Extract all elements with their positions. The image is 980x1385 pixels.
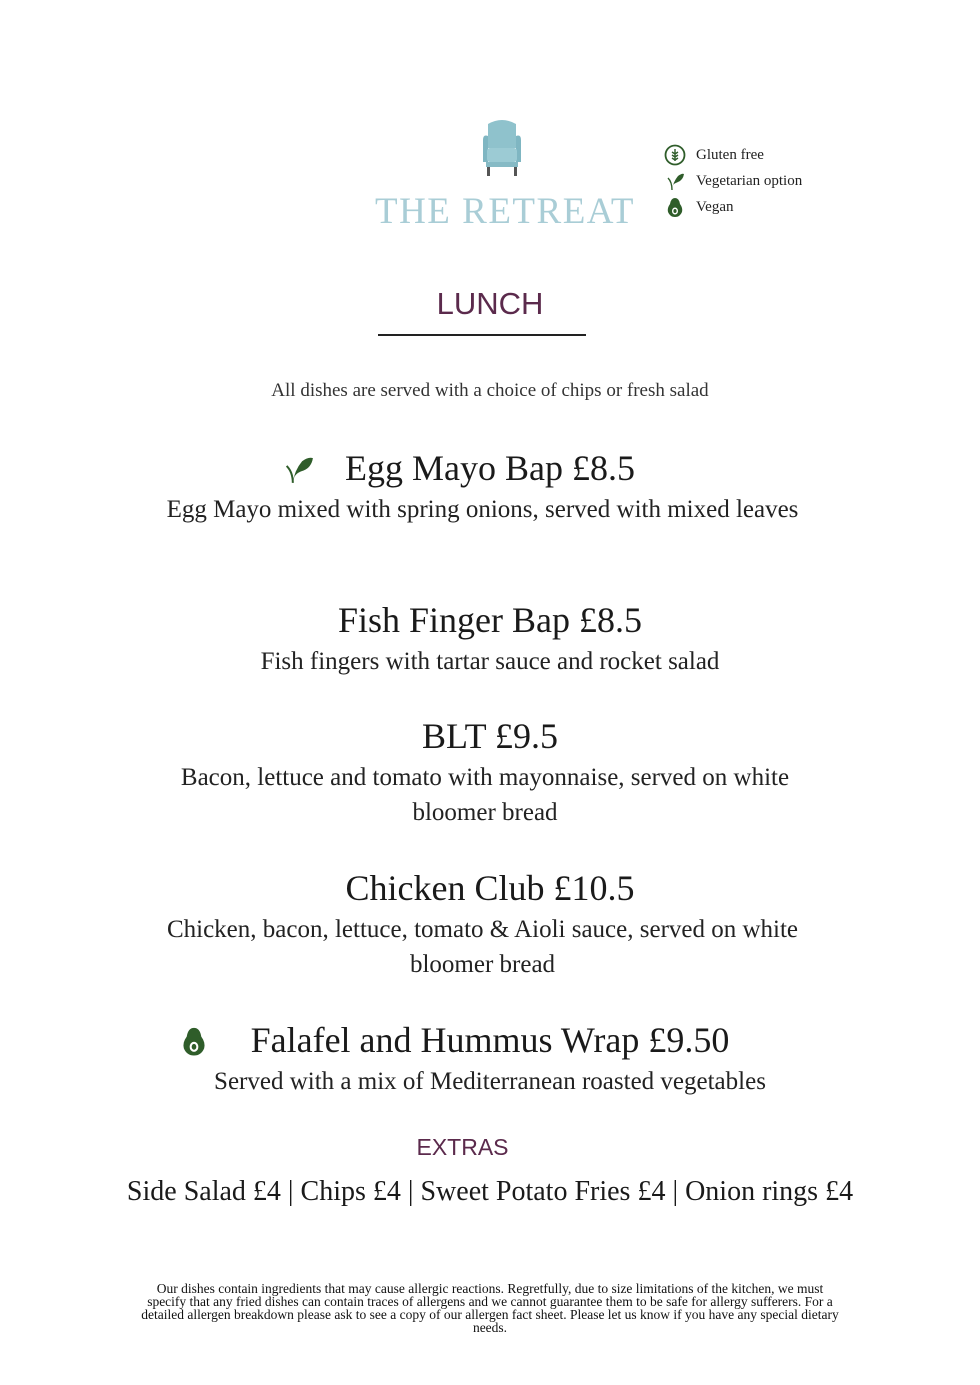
section-title: LUNCH [436, 286, 544, 321]
extras-title: EXTRAS [416, 1134, 509, 1160]
legend-item-vegetarian [664, 168, 864, 194]
dish-description: Egg Mayo mixed with spring onions, served with mixed leaves [166, 496, 799, 523]
section-divider [378, 334, 586, 336]
allergen-notice: Our dishes contain ingredients that may cause allergic reactions. Regretfully, due to size limitations of the kitchen, we must specify that any fried dishes can contain traces of allergens and we cannot guarantee them to be safe for allergy sufferers. For a detailed allergen breakdown please ask to see a copy of our allergen fact sheet. Please let us know if you have any special dietary needs. [141, 1281, 839, 1335]
dish-title: Falafel and Hummus Wrap £9.50 [250, 1020, 730, 1060]
legend-item-gluten-free [664, 142, 864, 168]
dish-title: Fish Finger Bap £8.5 [337, 600, 642, 640]
vegetarian-leaf-icon [664, 170, 686, 192]
dish-description: Fish fingers with tartar sauce and rocket salad [260, 648, 720, 675]
legend-item-vegan [664, 194, 864, 220]
dish-title: Chicken Club £10.5 [345, 868, 635, 908]
legend-label: Vegetarian option [696, 172, 803, 189]
dish-description: Served with a mix of Mediterranean roasted vegetables [214, 1068, 766, 1095]
dish-title: BLT £9.5 [421, 716, 559, 756]
vegan-avocado-icon [664, 196, 686, 218]
dish-description: Bacon, lettuce and tomato with mayonnaise, served on white bloomer bread [180, 764, 790, 826]
brand-name: THE RETREAT [374, 191, 636, 232]
extras-list: Side Salad £4 | Chips £4 | Sweet Potato Fries £4 | Onion rings £4 [126, 1176, 854, 1207]
gluten-free-icon [664, 144, 686, 166]
armchair-icon [480, 118, 524, 178]
dish-description: Chicken, bacon, lettuce, tomato & Aioli sauce, served on white bloomer bread [166, 916, 799, 978]
legend-label: Vegan [696, 198, 734, 215]
dish-title: Egg Mayo Bap £8.5 [345, 448, 635, 488]
served-note: All dishes are served with a choice of chips or fresh salad [271, 380, 709, 401]
dietary-legend [664, 142, 864, 220]
legend-label: Gluten free [696, 146, 764, 163]
